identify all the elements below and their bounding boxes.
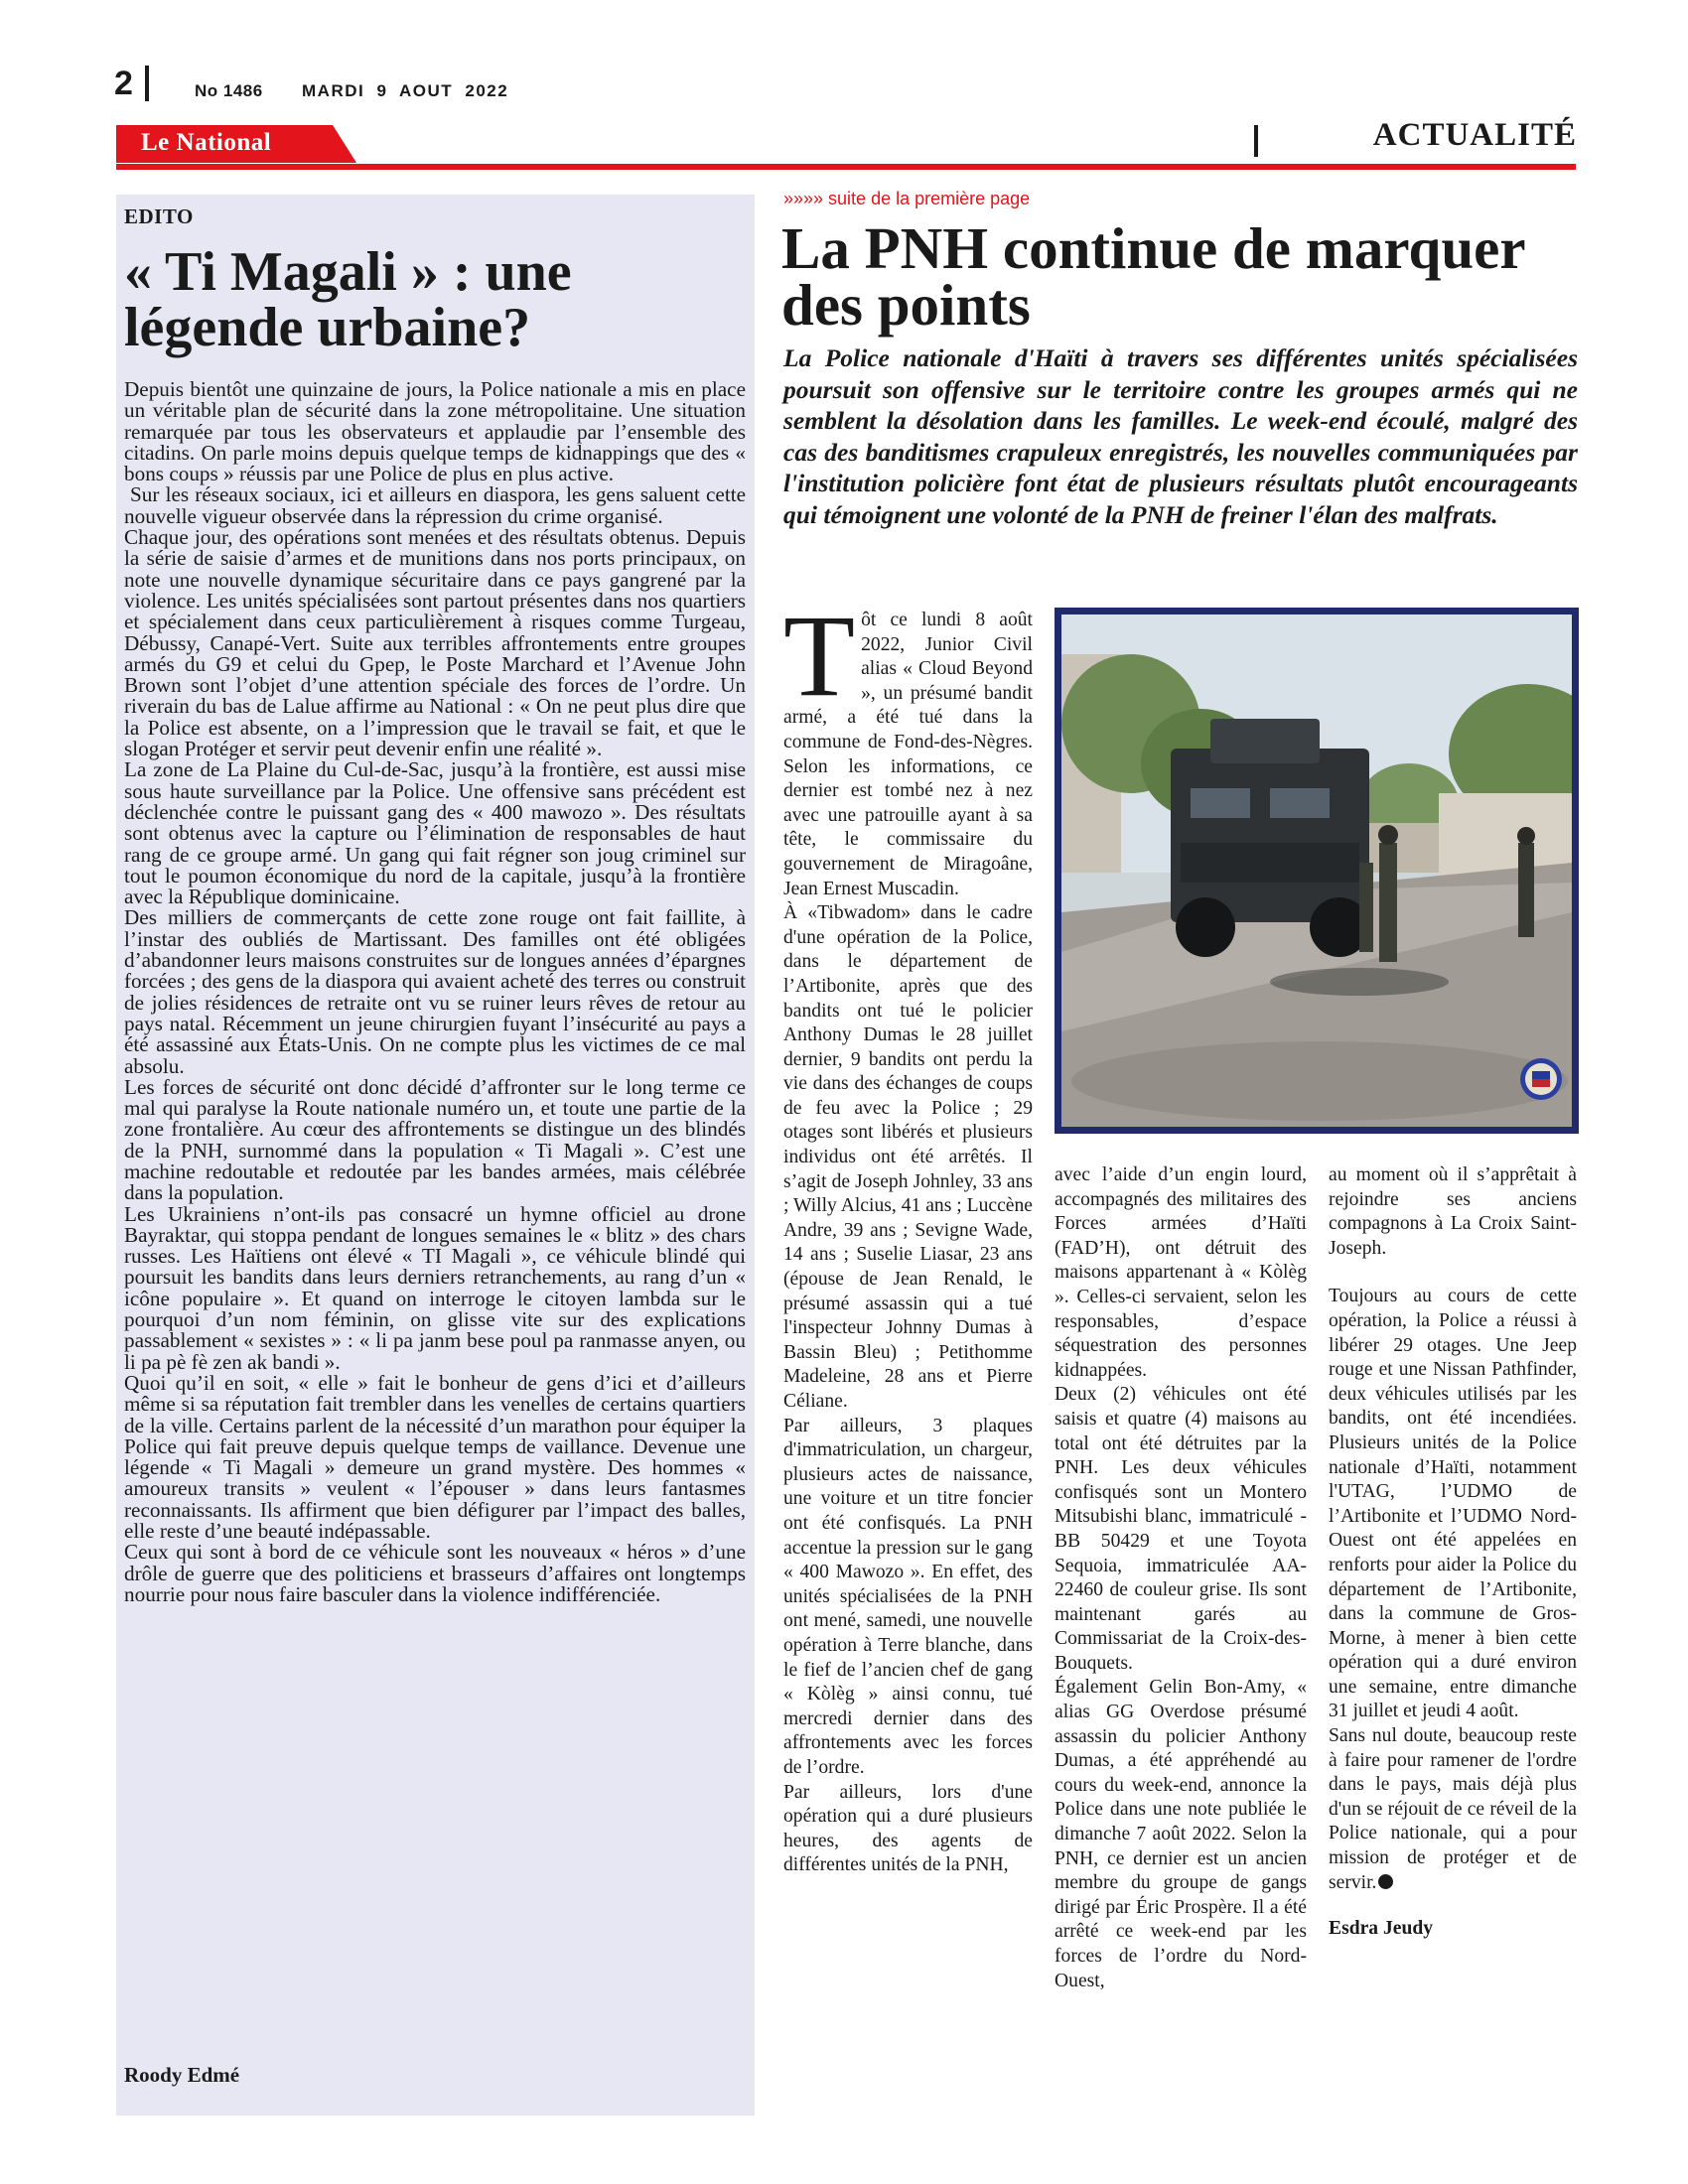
edito-paragraph: Ceux qui sont à bord de ce véhicule sont les nouveaux « héros » d’une drôle de guerre que des politiciens et brasseurs d’affaires ont longtemps nourrie pour nous faire basculer dans la violence indifférenciée. <box>124 1540 746 1606</box>
edito-title: « Ti Magali » : une légende urbaine? <box>124 241 572 358</box>
page-number-divider <box>145 66 149 101</box>
edito-body <box>124 379 746 1605</box>
drop-cap: T <box>783 591 856 721</box>
article-paragraph: avec l’aide d’un engin lourd, accompagnés des militaires des Forces armées d’Haïti (FAD’H), ont détruit des maisons appartenant à « Kòlèg ». Celles-ci servaient, selon les responsables, d’espace séquestration des personnes kidnappées. <box>1055 1164 1307 1381</box>
police-badge-icon <box>1520 1058 1562 1100</box>
article-column-2 <box>1055 1163 1307 1993</box>
article-paragraph: À «Tibwadom» dans le cadre d'une opération de la Police, dans le département de l’Artibonite, après que des bandits ont tué le policier Anthony Dumas le 28 juillet dernier, 9 bandits ont perdu la vie dans des échanges de coups de feu avec la Police ; 29 otages sont libérés et plusieurs individus ont été arrêtés. Il s’agit de Joseph Johnley, 33 ans ; Willy Alcius, 41 ans ; Luccène Andre, 39 ans ; Sevigne Wade, 14 ans ; Suselie Liasar, 23 ans (épouse de Jean Renald, le présumé assassin qui a tué l'inspecteur Johnny Dumas à Bassin Bleu) ; Petithomme Madeleine, 28 ans et Pierre Céliane. <box>783 902 1033 1412</box>
edito-paragraph: Les forces de sécurité ont donc décidé d’affronter sur le long terme ce mal qui paralyse la Route nationale numéro un, et toute une partie de la zone frontalière. Au cœur des affrontements se distingue un des blindés de la PNH, surnommé dans la population « Ti Magali ». C’est une machine redoutable et redoutée par les bandes armées, mais célébrée dans la population. <box>124 1074 746 1205</box>
edito-paragraph: Quoi qu’il en soit, « elle » fait le bonheur de gens d’ici et d’ailleurs même si sa réputation fait trembler dans les venelles de certains quartiers de la ville. Certains parlent de la nécessité d’un marathon pour équiper la Police qui fait preuve depuis quelque temps de vaillance. Devenue une légende « Ti Magali » demeure un grand mystère. Des hommes « amoureux transits » veulent « l’épouser » dans leurs fantasmes reconnaissants. Ils affirment que bien défigurer par l’impact des balles, elle reste d’une beauté indépassable. <box>124 1370 746 1544</box>
article-paragraph: Deux (2) véhicules ont été saisis et quatre (4) maisons au total ont été détruites par la PNH. Les deux véhicules confisqués sont un Montero Mitsubishi blanc, immatriculé -BB 50429 et une Toyota Sequoia, immatriculée AA-22460 de couleur grise. Ils sont maintenant garés au Commissariat de la Croix-des-Bouquets. <box>1055 1384 1307 1674</box>
brand-name: Le National <box>141 129 272 156</box>
section-label: ACTUALITÉ <box>1372 117 1577 153</box>
edito-paragraph: Les Ukrainiens n’ont-ils pas consacré un hymne officiel au drone Bayraktar, qui stoppa pendant de longues semaines le « blitz » des chars russes. Les Haïtiens ont élevé « TI Magali », ce véhicule blindé qui poursuit les bandits dans leurs derniers retranchements, au rang d’un « icône populaire ». Et quand on interroge le citoyen lambda sur le pourquoi d’un nom féminin, on glisse vite sur des explications passablement « sexistes » : « li pa janm bese poul pa ranmasse anyen, ou li pa pè fè zen ak bandi ». <box>124 1201 746 1374</box>
article-paragraph: au moment où il s’apprêtait à rejoindre ses anciens compagnons à La Croix Saint-Joseph. <box>1329 1164 1577 1259</box>
armored-vehicle-photo <box>1061 614 1572 1127</box>
article-column-3 <box>1329 1163 1577 1942</box>
article-title: La PNH continue de marquer des points <box>781 215 1525 338</box>
photo-illustration <box>1061 614 1572 1127</box>
edito-paragraph: Chaque jour, des opérations sont menées et des résultats obtenus. Depuis la série de saisie d’armes et de munitions dans nos ports principaux, on note une nouvelle dynamique sécuritaire dans ce pays gangrené par la violence. Les unités spécialisées sont partout présentes dans nos quartiers et spécialement dans ceux particulièrement à risques comme Turgeau, Débussy, Canapé-Vert. Suite aux terribles affrontements entre groupes armés du G9 et celui du Gpep, le Poste Marchard et l’Avenue John Brown sont l’objet d’une attention spéciale des forces de l’ordre. Un riverain du bas de Lalue affirme au National : « On ne peut plus dire que la Police est absente, on a l’impression que le travail se fait, et que le slogan Protéger et servir peut devenir enfin une réalité ». <box>124 525 746 761</box>
section-divider <box>1254 125 1258 157</box>
article-paragraph: Par ailleurs, lors d'une opération qui a duré plusieurs heures, des agents de différentes unités de la PNH, <box>783 1781 1033 1876</box>
edito-paragraph: La zone de La Plaine du Cul-de-Sac, jusqu’à la frontière, est aussi mise sous haute surveillance par la Police. Une offensive sans précédent est déclenchée contre le puissant gang des « 400 mawozo ». Des résultats sont obtenus avec la capture ou l’élimination de responsables de haut rang de ce groupe armé. Un gang qui fait régner son joug criminel sur tout le poumon économique du nord de la capitale, jusqu’à la frontière avec la République dominicaine. <box>124 757 746 909</box>
article-first-text: ôt ce lundi 8 août 2022, Junior Civil alias « Cloud Beyond », un présumé bandit armé, a été tué dans la commune de Fond-des-Nègres. Selon les informations, ce dernier est tombé nez à nez avec une patrouille ayant à sa tête, le commissaire du gouvernement de Miragoâne, Jean Ernest Muscadin. <box>783 610 1033 899</box>
page-number: 2 <box>114 65 133 102</box>
edito-paragraph: Sur les réseaux sociaux, ici et ailleurs en diaspora, les gens saluent cette nouvelle vigueur observée dans la répression du crime organisé. <box>124 482 746 528</box>
issue-number: No 1486 <box>195 81 263 100</box>
article-column-1 <box>783 591 1033 1878</box>
edito-paragraph: Des milliers de commerçants de cette zone rouge ont fait faillite, à l’instar des oubliés de Martissant. Des familles ont été obligées d’abandonner leurs maisons construites sur de longues années d’épargnes forcées ; des gens de la diaspora qui avaient acheté des terres ou construit de jolies résidences de retraite ont vu se ruiner leurs rêves de retour au pays natal. Récemment un jeune chirurgien fuyant l’insécurité au pays a été assassiné aux États-Unis. On ne compte plus les victimes de ce mal absolu. <box>124 905 746 1078</box>
article-paragraph: Également Gelin Bon-Amy, « alias GG Overdose présumé assassin du policier Anthony Dumas, a été appréhendé au cours du week-end, annonce la Police dans une note publiée le dimanche 7 août 2022. Selon la PNH, ce dernier est un ancien membre du groupe de gangs dirigé par Éric Prospère. Il a été arrêté ce week-end par les forces de l’ordre du Nord-Ouest, <box>1055 1677 1307 1991</box>
edito-signature: Roody Edmé <box>124 2063 240 2087</box>
article-closing-text: Sans nul doute, beaucoup reste à faire pour ramener de l'ordre dans le pays, mais déjà plus d'un se réjouit de ce réveil de la Police nationale, qui a pour mission de protéger et de servir. <box>1329 1725 1577 1893</box>
edito-paragraph: Depuis bientôt une quinzaine de jours, la Police nationale a mis en place un véritable plan de sécurité dans la zone métropolitaine. Une situation remarquée par tous les observateurs et applaudie par l’ensemble des citadins. On parle moins depuis quelque temps de kidnappings que des « bons coups » réussis par une Police de plus en plus active. <box>124 377 746 486</box>
article-paragraph <box>783 591 1033 901</box>
article-paragraph: Toujours au cours de cette opération, la Police a réussi à libérer 29 otages. Une Jeep rouge et une Nissan Pathfinder, deux véhicules utilisés par les bandits, ont été incendiées. Plusieurs unités de la Police nationale d’Haïti, notamment l'UTAG, l’UDMO de l’Artibonite et l’UDMO Nord-Ouest ont été appelées en renforts pour aider la Police du département de l’Artibonite, dans la commune de Gros-Morne, à mener à bien cette opération qui a duré environ une semaine, entre dimanche 31 juillet et jeudi 4 août. <box>1329 1286 1577 1722</box>
edito-kicker: EDITO <box>124 205 194 228</box>
article-lead: La Police nationale d'Haïti à travers ses différentes unités spécialisées poursuit son offensive sur le territoire contre les groupes armés qui ne semblent la désolation dans les familles. Le week-end écoulé, malgré des cas des banditismes crapuleux enregistrés, les nouvelles communiquées par l'institution policière font état de plusieurs résultats plutôt encourageants qui témoignent une volonté de la PNH de freiner l'élan des malfrats. <box>783 343 1578 529</box>
continuation-note: »»»» suite de la première page <box>783 189 1031 208</box>
article-paragraph <box>1329 1724 1577 1895</box>
article-paragraph: Par ailleurs, 3 plaques d'immatriculation, un chargeur, plusieurs actes de naissance, une voiture et un titre foncier ont été confisqués. La PNH accentue la pression sur le gang « 400 Mawozo ». En effet, des unités spécialisées de la PNH ont mené, samedi, une nouvelle opération à Terre blanche, dans le fief de l’ancien chef de gang « Kòlèg » ainsi connu, tué mercredi dernier dans des affrontements avec les forces de l’ordre. <box>783 1415 1033 1778</box>
header-rule <box>116 164 1576 170</box>
issue-date: MARDI 9 AOUT 2022 <box>302 81 509 100</box>
end-mark-icon <box>1378 1874 1393 1889</box>
article-author: Esdra Jeudy <box>1329 1918 1434 1940</box>
